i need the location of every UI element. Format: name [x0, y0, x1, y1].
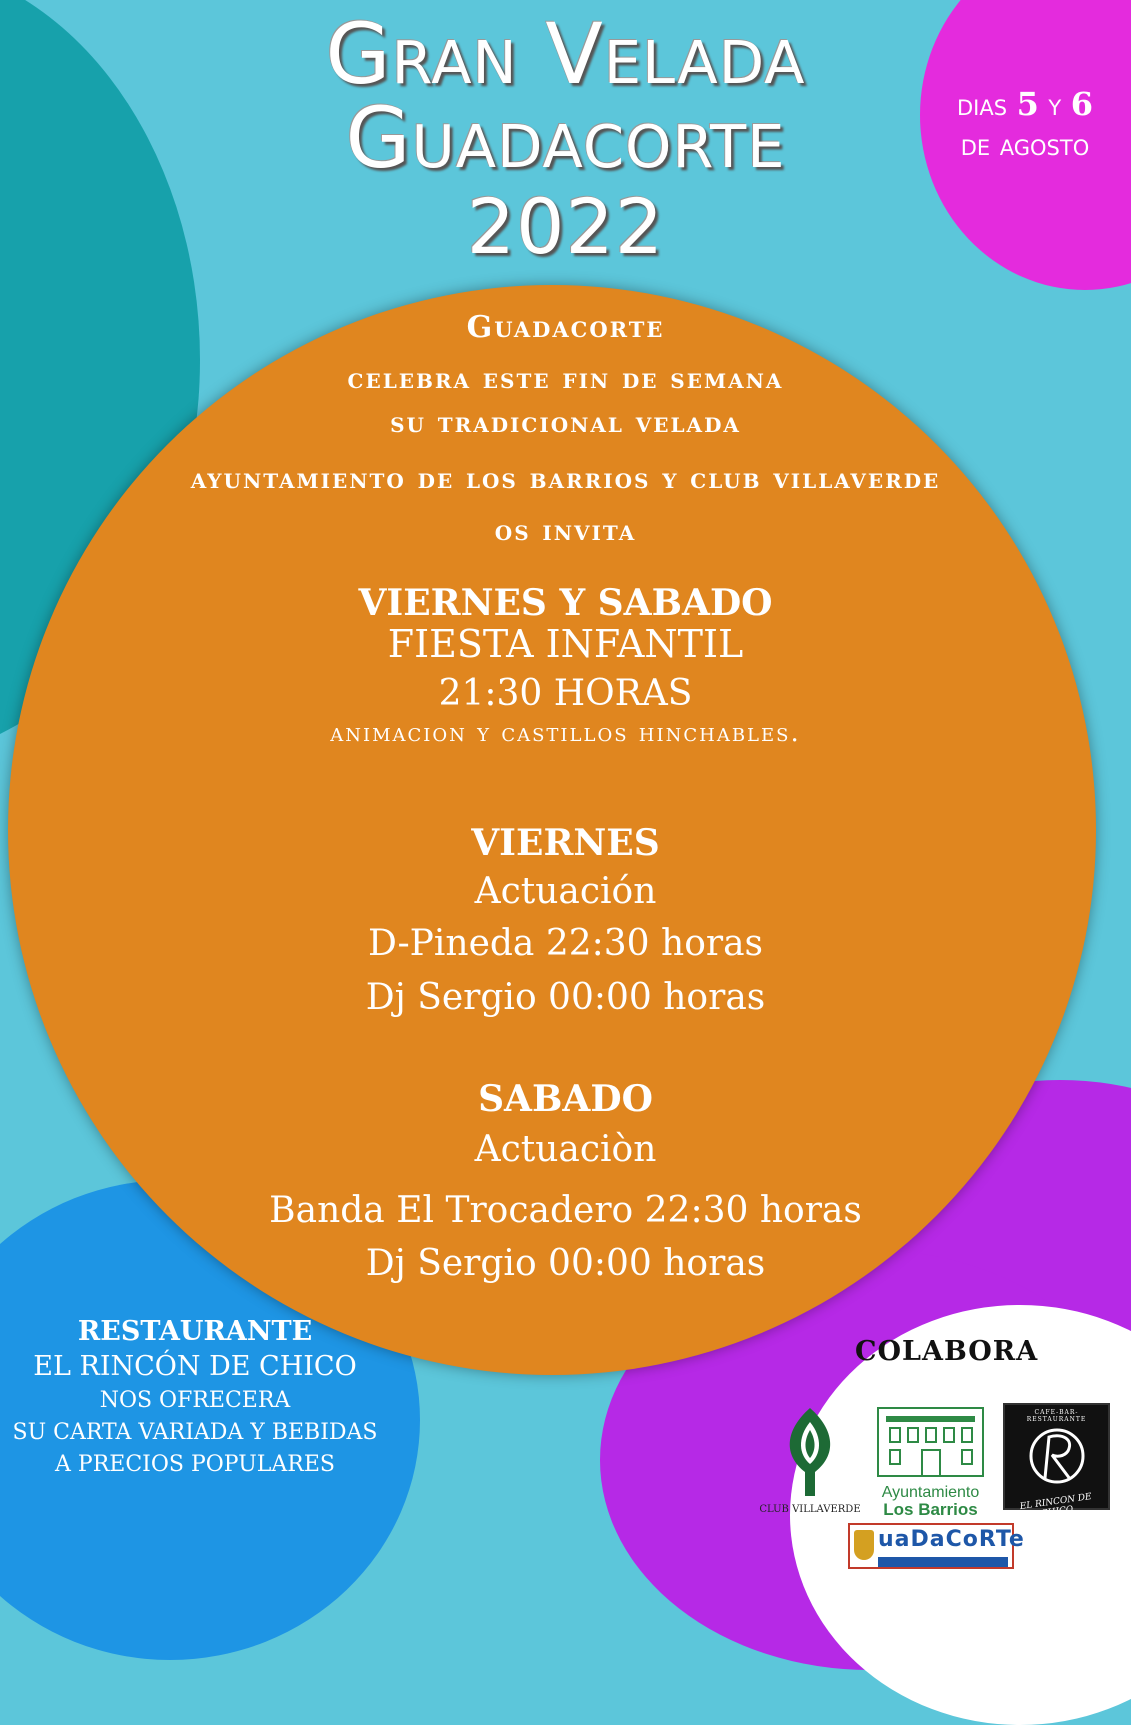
rincon-logo-caption: EL RINCON DE CHICO	[1019, 1492, 1093, 1520]
restaurant-block	[0, 1315, 390, 1481]
sabado-label: Actuaciòn	[474, 1129, 657, 1170]
restaurant-line2: EL RINCÓN DE CHICO	[33, 1351, 357, 1382]
viernes-act: Dj Sergio 00:00 horas	[365, 977, 766, 1018]
restaurant-line1: RESTAURANTE	[77, 1316, 313, 1347]
title-line1: Gran Velada	[325, 5, 806, 103]
restaurant-line5: A PRECIOS POPULARES	[55, 1452, 335, 1477]
ayuntamiento-caption1: Ayuntamiento	[881, 1484, 980, 1501]
fiesta-infantil: FIESTA INFANTIL	[387, 622, 744, 666]
guadacorte-logo	[848, 1523, 1025, 1569]
intro-line1: Guadacorte	[466, 310, 665, 345]
viernes-y-sabado-heading: VIERNES Y SABADO	[358, 582, 773, 624]
ayuntamiento-logo	[868, 1402, 993, 1520]
restaurant-line3: NOS OFRECERA	[99, 1388, 291, 1413]
intro-line2: celebra este fin de semana	[347, 362, 784, 395]
dates-badge	[925, 84, 1125, 166]
club-villaverde-caption: CLUB VILLAVERDE	[759, 1504, 861, 1515]
dates-month: de agosto	[960, 128, 1090, 163]
guadacorte-logo-text: uaDaCoRTe	[878, 1527, 1025, 1552]
sabado-act: Banda El Trocadero 22:30 horas	[269, 1190, 862, 1231]
dates-day2: 6	[1070, 85, 1094, 123]
fiesta-infantil-description: animacion y castillos hinchables.	[330, 718, 801, 748]
rincon-logo-top-text: CAFE-BAR-RESTAURANTE	[1026, 1409, 1087, 1423]
viernes-heading: VIERNES	[471, 822, 660, 864]
tree-icon	[755, 1400, 865, 1500]
sabado-heading: SABADO	[478, 1078, 653, 1120]
colabora-label: COLABORA	[855, 1336, 1039, 1367]
building-icon	[868, 1402, 993, 1480]
el-rincon-de-chico-logo	[1003, 1403, 1110, 1520]
dates-prefix: dias	[956, 88, 1008, 123]
rincon-monogram-icon	[1012, 1423, 1102, 1493]
dates-day1: 5	[1016, 85, 1039, 123]
viernes-act: D-Pineda 22:30 horas	[367, 923, 764, 964]
intro-line3: su tradicional velada	[390, 406, 741, 439]
fiesta-infantil-time: 21:30 HORAS	[438, 673, 693, 714]
sabado-act: Dj Sergio 00:00 horas	[365, 1243, 766, 1284]
viernes-label: Actuación	[474, 871, 657, 912]
dates-and: y	[1048, 88, 1062, 123]
ayuntamiento-caption2: Los Barrios	[883, 1500, 978, 1519]
title-line2: Guadacorte	[345, 89, 786, 187]
title-year: 2022	[466, 182, 665, 271]
guadacorte-logo-bar	[878, 1557, 1008, 1567]
intro-line4: ayuntamiento de los barrios y club villaverde	[190, 462, 941, 495]
shield-icon	[854, 1530, 874, 1560]
restaurant-line4: SU CARTA VARIADA Y BEBIDAS	[12, 1420, 378, 1445]
intro-line5: os invita	[494, 514, 637, 547]
club-villaverde-logo	[755, 1400, 865, 1520]
